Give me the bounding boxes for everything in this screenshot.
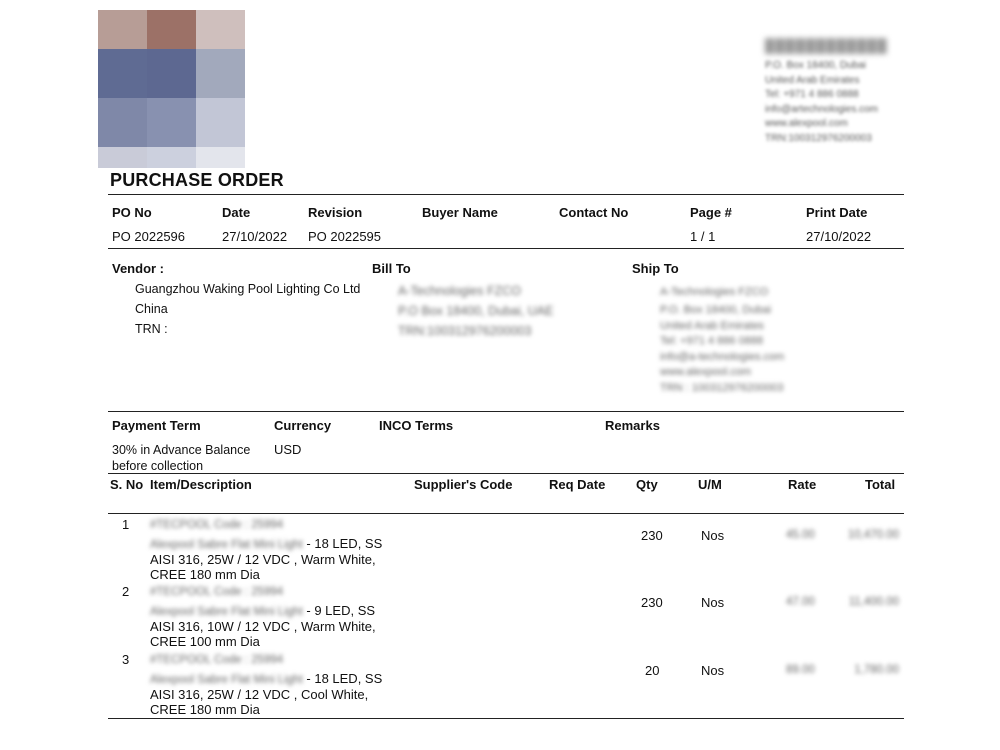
divider xyxy=(108,248,904,249)
row-sno: 3 xyxy=(122,652,130,667)
ship-to-address-line: www.alexpool.com xyxy=(660,366,752,378)
label-page: Page # xyxy=(690,205,732,220)
row-uom: Nos xyxy=(701,528,725,543)
company-logo xyxy=(98,10,245,168)
row-total: 1,780.00 xyxy=(854,664,899,676)
ship-to-address xyxy=(660,281,784,396)
divider xyxy=(108,718,904,719)
logo-tile xyxy=(196,49,245,98)
row-qty: 230 xyxy=(641,528,663,543)
company-address-line: P.O. Box 18400, Dubai xyxy=(765,60,866,71)
vendor-address-line: TRN : xyxy=(135,322,168,336)
row-item-desc: CREE 180 mm Dia xyxy=(150,702,260,717)
payment-term-line: 30% in Advance Balance xyxy=(112,443,251,457)
row-qty: 20 xyxy=(645,663,660,678)
ship-to-address-line: info@a-technologies.com xyxy=(660,350,785,363)
logo-tile xyxy=(147,147,196,168)
label-print-date: Print Date xyxy=(806,205,868,220)
ship-to-address-line: Tel: +971 4 886 0888 xyxy=(660,335,764,347)
row-item-desc: AISI 316, 10W / 12 VDC , Warm White, xyxy=(150,619,376,634)
divider xyxy=(108,473,904,474)
bill-to-address-line: P.O Box 18400, Dubai, UAE xyxy=(398,304,554,318)
ship-to-address-line: P.O. Box 18400, Dubai xyxy=(660,304,772,316)
vendor-address-line: China xyxy=(135,302,168,316)
value-page: 1 / 1 xyxy=(690,229,716,244)
divider xyxy=(108,194,904,195)
row-item-title xyxy=(150,603,375,620)
logo-tile xyxy=(98,98,147,147)
ship-to-address-line: A-Technologies FZCO xyxy=(660,286,769,298)
divider xyxy=(108,513,904,514)
currency-value: USD xyxy=(274,442,302,457)
company-address-line: Tel: +971 4 886 0888 xyxy=(765,89,859,100)
divider xyxy=(108,411,904,412)
col-sno: S. No xyxy=(110,477,144,492)
col-rate: Rate xyxy=(788,477,817,492)
company-address-line: info@artechnologies.com xyxy=(765,103,878,115)
document-title: PURCHASE ORDER xyxy=(110,170,284,190)
value-date: 27/10/2022 xyxy=(222,229,288,244)
row-uom: Nos xyxy=(701,595,725,610)
ship-to-address-line: United Arab Emirates xyxy=(660,319,764,332)
logo-tile xyxy=(98,49,147,98)
row-item-title-tail: - 18 LED, SS xyxy=(302,671,383,686)
ship-to-address-line: TRN : 100312976200003 xyxy=(660,381,784,394)
logo-tile xyxy=(147,49,196,98)
row-total: 10,470.00 xyxy=(847,529,899,541)
row-item-name: Alexpool Sabre Flat Mini Light xyxy=(150,674,303,686)
logo-tile xyxy=(147,98,196,147)
row-item-title-tail: - 9 LED, SS xyxy=(302,603,376,618)
payment-term-value xyxy=(112,442,250,474)
row-item-code: #TECPOOL Code : 25994 xyxy=(150,654,284,666)
vendor-address xyxy=(135,279,360,339)
label-currency: Currency xyxy=(274,418,332,433)
bill-to-address-line: TRN:100312976200003 xyxy=(398,324,532,338)
row-item-title xyxy=(150,671,382,688)
company-address-block xyxy=(765,38,915,146)
col-total: Total xyxy=(865,477,896,492)
logo-tile xyxy=(98,10,147,49)
label-po-no: PO No xyxy=(112,205,152,220)
row-qty: 230 xyxy=(641,595,663,610)
row-rate: 45.00 xyxy=(786,529,815,541)
row-item-desc: CREE 100 mm Dia xyxy=(150,634,260,649)
company-name: ████████████ xyxy=(765,38,888,53)
row-rate: 47.00 xyxy=(786,596,815,608)
row-rate: 89.00 xyxy=(786,664,815,676)
label-payment-term: Payment Term xyxy=(112,418,201,433)
vendor-label: Vendor : xyxy=(112,261,165,276)
bill-to-address xyxy=(398,281,553,341)
row-item-title xyxy=(150,536,382,553)
col-req-date: Req Date xyxy=(549,477,606,492)
row-uom: Nos xyxy=(701,663,725,678)
payment-term-line: before collection xyxy=(112,459,204,473)
label-buyer-name: Buyer Name xyxy=(422,205,498,220)
label-contact-no: Contact No xyxy=(559,205,629,220)
row-item-name: Alexpool Sabre Flat Mini Light xyxy=(150,539,303,551)
row-total: 11,400.00 xyxy=(848,596,899,608)
row-item-title-tail: - 18 LED, SS xyxy=(302,536,383,551)
logo-tile xyxy=(196,10,245,49)
row-sno: 2 xyxy=(122,584,130,599)
logo-tile xyxy=(147,10,196,49)
bill-to-label: Bill To xyxy=(372,261,411,276)
col-supplier-code: Supplier's Code xyxy=(414,477,513,492)
label-inco-terms: INCO Terms xyxy=(379,418,454,433)
logo-tile xyxy=(98,147,147,168)
col-uom: U/M xyxy=(698,477,722,492)
row-item-name: Alexpool Sabre Flat Mini Light xyxy=(150,606,303,618)
company-address-line: United Arab Emirates xyxy=(765,74,860,86)
value-revision: PO 2022595 xyxy=(308,229,382,244)
company-address-line: www.alexpool.com xyxy=(765,118,848,129)
value-po-no: PO 2022596 xyxy=(112,229,186,244)
label-remarks: Remarks xyxy=(605,418,660,433)
bill-to-address-line: A-Technologies FZCO xyxy=(398,284,521,298)
row-sno: 1 xyxy=(122,517,130,532)
col-qty: Qty xyxy=(636,477,658,492)
row-item-desc: AISI 316, 25W / 12 VDC , Cool White, xyxy=(150,687,369,702)
row-item-desc: CREE 180 mm Dia xyxy=(150,567,260,582)
ship-to-label: Ship To xyxy=(632,261,679,276)
logo-tile xyxy=(196,147,245,168)
label-revision: Revision xyxy=(308,205,363,220)
logo-tile xyxy=(196,98,245,147)
row-item-desc: AISI 316, 25W / 12 VDC , Warm White, xyxy=(150,552,376,567)
row-item-code: #TECPOOL Code : 25994 xyxy=(150,586,284,598)
value-print-date: 27/10/2022 xyxy=(806,229,872,244)
col-item: Item/Description xyxy=(150,477,252,492)
label-date: Date xyxy=(222,205,251,220)
company-address-line: TRN:100312976200003 xyxy=(765,132,872,144)
row-item-code: #TECPOOL Code : 25994 xyxy=(150,519,284,531)
vendor-address-line: Guangzhou Waking Pool Lighting Co Ltd xyxy=(135,282,361,296)
